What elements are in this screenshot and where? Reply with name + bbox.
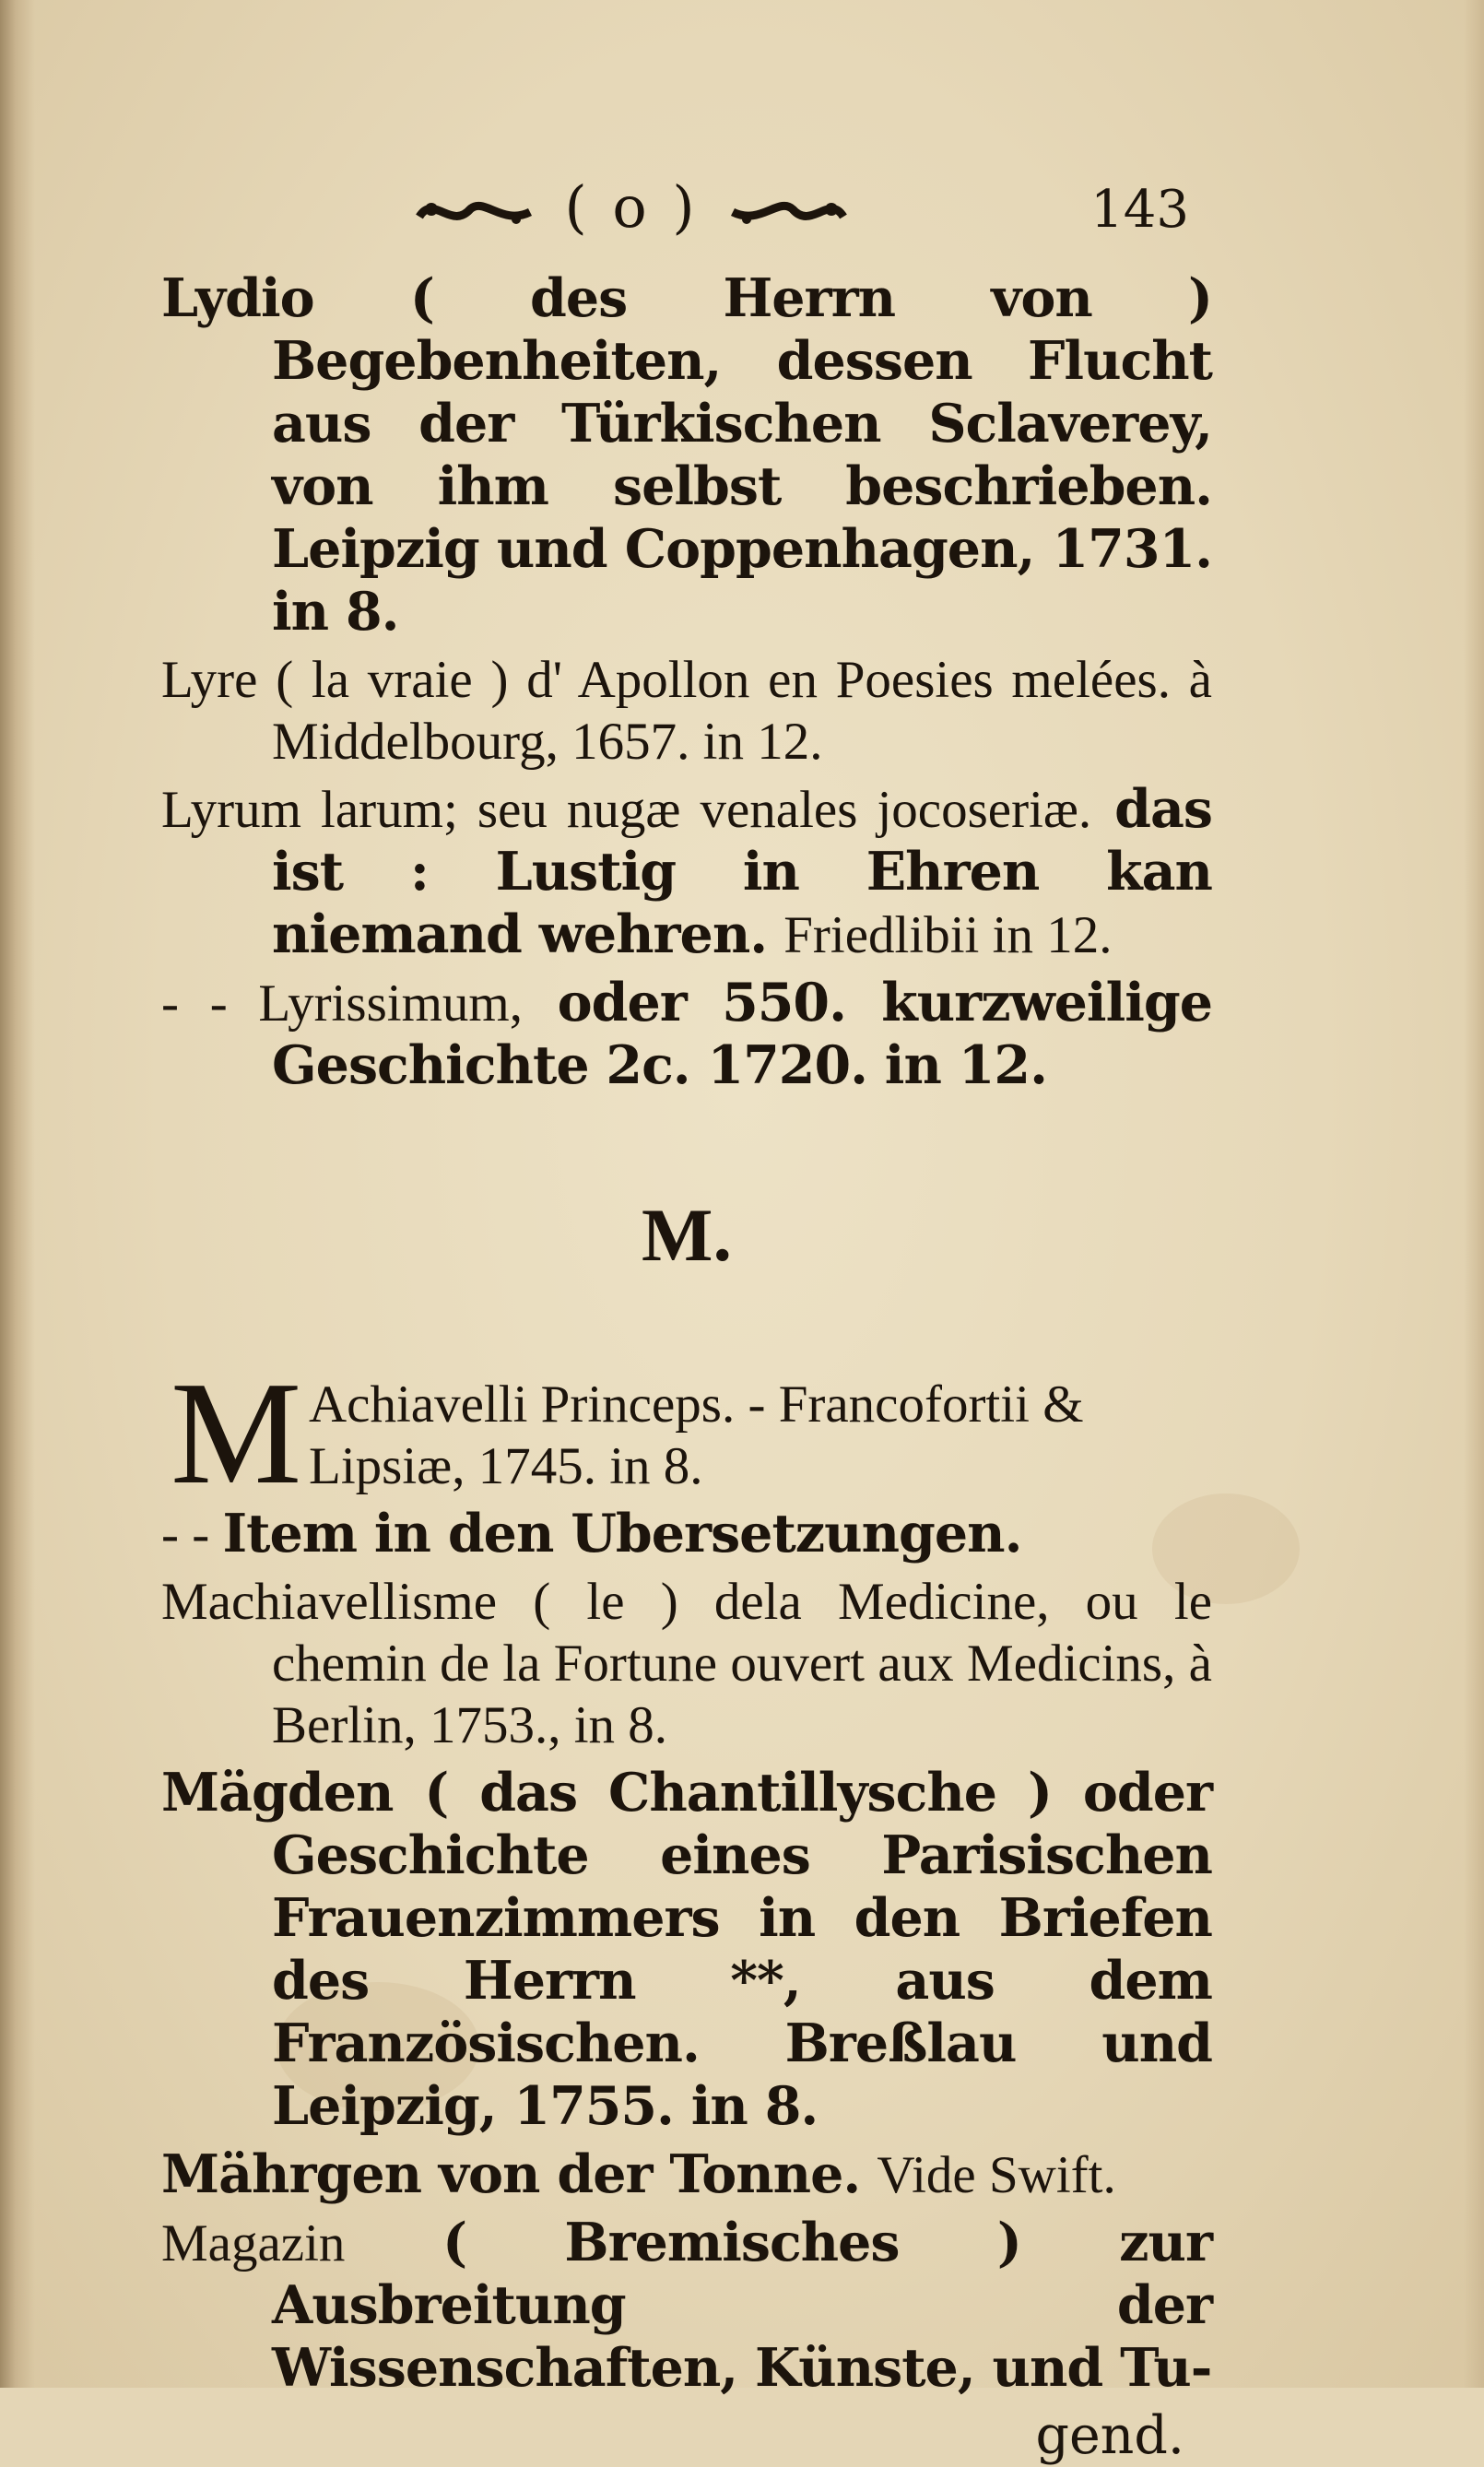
entry-text-latin: Lyrum larum; seu nugæ venales jocoseriæ. [161, 781, 1092, 839]
entry-text: Item in den Ubersetzungen. [222, 1503, 1022, 1564]
entry-machiavelli [161, 1351, 1212, 1515]
entry-lyrissimum [161, 972, 1212, 1097]
entry-text-german: das ist : Lustig in Ehren kan niemand wehren. [272, 778, 1213, 965]
spine-shadow [0, 0, 35, 2388]
page-body [161, 267, 1212, 2467]
entry-maegden [161, 1762, 1212, 2138]
catchword: gend. [1035, 2405, 1184, 2466]
page-edge [1464, 0, 1484, 2388]
ornament-left-icon [415, 189, 535, 235]
page-number: 143 [1090, 180, 1189, 240]
entry-text: Machiavellisme ( le ) dela Medicine, ou le chemin de la Fortune ouvert aux Medicins, à Berlin, 1753., in 8. [161, 1573, 1212, 1754]
running-header [0, 171, 1484, 254]
drop-cap: M [171, 1351, 302, 1515]
header-center-mark: ( o ) [564, 173, 699, 241]
entry-item [161, 1503, 1212, 1565]
entry-text-title: Magazin [161, 2214, 346, 2272]
entry-text-latin: Lyrissimum, [258, 974, 524, 1033]
section-heading: M. [642, 1193, 732, 1277]
entry-text: Lyre ( la vraie ) d' Apollon en Poesies melées. à Middelbourg, 1657. in 12. [161, 651, 1212, 771]
entry-maehrgen [161, 2143, 1212, 2206]
entry-text: Mägden ( das Chantillysche ) oder Geschichte eines Parisischen Frauenzimmers in den Briefen des Herrn **, aus dem Französischen. Breßlau und Leipzig, 1755. in 8. [161, 1762, 1212, 2137]
entry-text: Lydio ( des Herrn von ) Begebenheiten, dessen Flucht aus der Türkischen Sclaverey, von ihm selbst beschrieben. Leipzig und Coppenhagen, 1731. in 8. [161, 267, 1212, 643]
entry-prefix: - - [161, 974, 259, 1033]
entry-text: ( Bremisches ) zur Ausbreitung der Wissenschaften, Künste, und Tu- [272, 2212, 1212, 2399]
entry-lydio [161, 267, 1212, 643]
entry-machiavellisme [161, 1571, 1212, 1756]
ornament-right-icon [728, 189, 848, 235]
entry-prefix: - - [161, 1505, 223, 1564]
entry-lyre [161, 649, 1212, 773]
entry-lyrum-larum [161, 778, 1212, 966]
entry-text-imprint: Friedlibii in 12. [783, 906, 1113, 964]
entry-magazin [161, 2212, 1212, 2400]
entry-text: Mährgen von der Tonne. [161, 2143, 861, 2205]
entry-text: Achiavelli Princeps. - Francofortii & Lipsiæ, 1745. in 8. [309, 1375, 1084, 1495]
entry-text-german: oder 550. kurzweilige Geschichte 2c. 1720. in 12. [272, 972, 1212, 1096]
entry-cross-reference: Vide Swift. [877, 2146, 1116, 2204]
